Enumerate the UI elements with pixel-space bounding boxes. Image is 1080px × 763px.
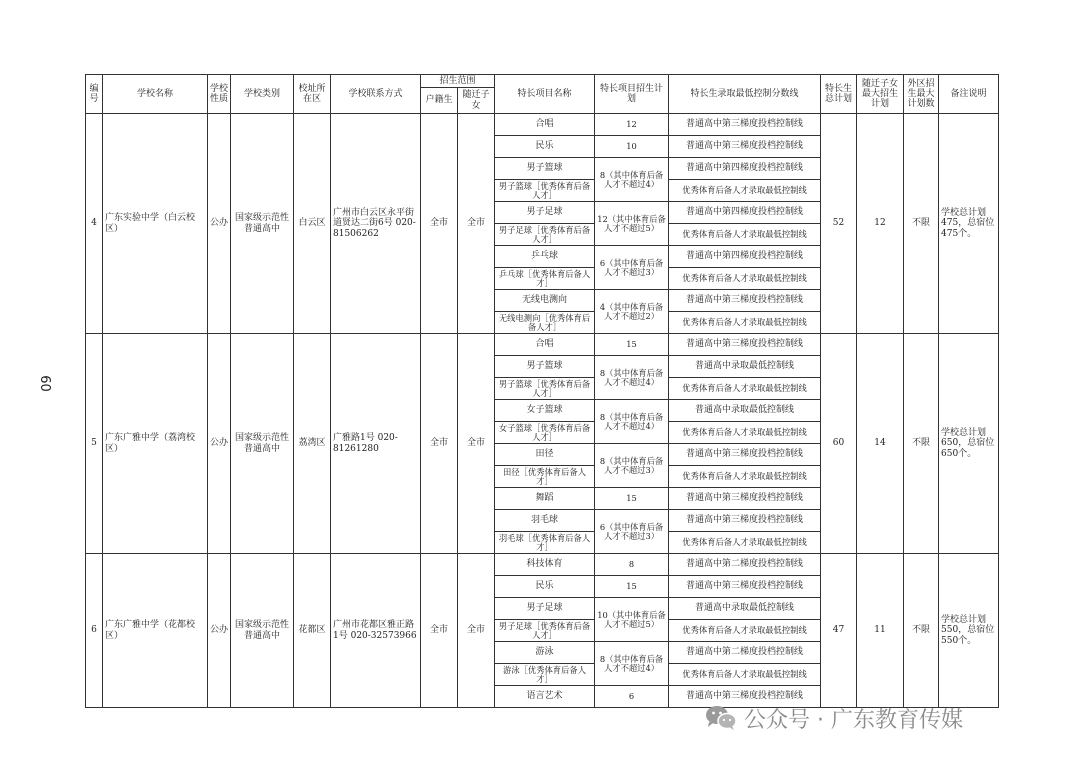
project-name: 田径 <box>495 444 595 466</box>
header-nature: 学校性质 <box>208 75 231 114</box>
min-score-line: 优秀体育后备人才录取最低控制线 <box>669 532 821 554</box>
project-name: 游泳 <box>495 642 595 664</box>
project-name: 男子篮球 <box>495 158 595 180</box>
school-name: 广东广雅中学（花都校区） <box>103 554 208 708</box>
project-name: 女子篮球［优秀体育后备人才］ <box>495 422 595 444</box>
project-plan: 12 <box>595 114 669 136</box>
min-score-line: 普通高中第三梯度投档控制线 <box>669 334 821 356</box>
project-name: 女子篮球 <box>495 400 595 422</box>
school-num: 5 <box>86 334 103 554</box>
min-score-line: 优秀体育后备人才录取最低控制线 <box>669 312 821 334</box>
header-min-score: 特长生录取最低控制分数线 <box>669 75 821 114</box>
wechat-icon <box>704 704 738 732</box>
school-nature: 公办 <box>208 554 231 708</box>
header-contact: 学校联系方式 <box>331 75 421 114</box>
school-category: 国家级示范性普通高中 <box>231 334 294 554</box>
header-row <box>86 75 999 88</box>
table-row <box>86 334 999 356</box>
min-score-line: 普通高中第三梯度投档控制线 <box>669 510 821 532</box>
header-project-plan: 特长项目招生计划 <box>595 75 669 114</box>
header-suiqian-max: 随迁子女最大招生计划 <box>857 75 904 114</box>
project-name: 男子足球［优秀体育后备人才］ <box>495 224 595 246</box>
school-name: 广东实验中学（白云校区） <box>103 114 208 334</box>
project-name: 语言艺术 <box>495 686 595 708</box>
school-category: 国家级示范性普通高中 <box>231 554 294 708</box>
project-name: 羽毛球［优秀体育后备人才］ <box>495 532 595 554</box>
min-score-line: 普通高中第三梯度投档控制线 <box>669 114 821 136</box>
project-plan: 8（其中体育后备人才不超过4） <box>595 400 669 444</box>
school-scope-suiqian: 全市 <box>458 114 495 334</box>
min-score-line: 优秀体育后备人才录取最低控制线 <box>669 224 821 246</box>
school-district: 花都区 <box>294 554 331 708</box>
school-remark: 学校总计划650，总宿位650个。 <box>939 334 999 554</box>
school-num: 4 <box>86 114 103 334</box>
project-plan: 15 <box>595 576 669 598</box>
project-name: 无线电测向［优秀体育后备人才］ <box>495 312 595 334</box>
school-outside-max: 不限 <box>904 334 939 554</box>
school-outside-max: 不限 <box>904 554 939 708</box>
school-remark: 学校总计划475，总宿位475个。 <box>939 114 999 334</box>
min-score-line: 普通高中第三梯度投档控制线 <box>669 444 821 466</box>
min-score-line: 普通高中第二梯度投档控制线 <box>669 554 821 576</box>
page-number: 60 <box>36 375 52 392</box>
project-name: 合唱 <box>495 114 595 136</box>
project-plan: 8（其中体育后备人才不超过4） <box>595 158 669 202</box>
table-row <box>86 114 999 136</box>
min-score-line: 普通高中录取最低控制线 <box>669 356 821 378</box>
min-score-line: 普通高中第四梯度投档控制线 <box>669 202 821 224</box>
project-plan: 8（其中体育后备人才不超过3） <box>595 444 669 488</box>
header-outside-max: 外区招生最大计划数 <box>904 75 939 114</box>
table-row <box>86 554 999 576</box>
school-suiqian-max: 14 <box>857 334 904 554</box>
school-scope-huji: 全市 <box>421 334 458 554</box>
school-suiqian-max: 11 <box>857 554 904 708</box>
school-scope-huji: 全市 <box>421 554 458 708</box>
min-score-line: 普通高中第三梯度投档控制线 <box>669 686 821 708</box>
project-name: 无线电测向 <box>495 290 595 312</box>
project-plan: 6（其中体育后备人才不超过3） <box>595 510 669 554</box>
school-name: 广东广雅中学（荔湾校区） <box>103 334 208 554</box>
project-name: 民乐 <box>495 576 595 598</box>
project-plan: 12（其中体育后备人才不超过5） <box>595 202 669 246</box>
project-name: 男子足球 <box>495 202 595 224</box>
header-remark: 备注说明 <box>939 75 999 114</box>
project-plan: 8（其中体育后备人才不超过4） <box>595 642 669 686</box>
project-name: 民乐 <box>495 136 595 158</box>
school-contact: 广州市白云区永平街道贤达二街6号 020-81506262 <box>331 114 421 334</box>
project-plan: 6（其中体育后备人才不超过3） <box>595 246 669 290</box>
watermark-text: 公众号 · 广东教育传媒 <box>744 707 963 733</box>
min-score-line: 普通高中第三梯度投档控制线 <box>669 136 821 158</box>
school-nature: 公办 <box>208 114 231 334</box>
admissions-table <box>85 74 999 708</box>
table-body <box>86 114 999 708</box>
min-score-line: 优秀体育后备人才录取最低控制线 <box>669 620 821 642</box>
school-total-plan: 47 <box>821 554 857 708</box>
watermark <box>704 702 963 734</box>
min-score-line: 优秀体育后备人才录取最低控制线 <box>669 180 821 202</box>
project-name: 科技体育 <box>495 554 595 576</box>
school-num: 6 <box>86 554 103 708</box>
project-plan: 4（其中体育后备人才不超过2） <box>595 290 669 334</box>
header-scope-suiqian: 随迁子女 <box>458 88 495 114</box>
school-district: 白云区 <box>294 114 331 334</box>
header-name: 学校名称 <box>103 75 208 114</box>
min-score-line: 优秀体育后备人才录取最低控制线 <box>669 466 821 488</box>
school-outside-max: 不限 <box>904 114 939 334</box>
school-remark: 学校总计划550，总宿位550个。 <box>939 554 999 708</box>
project-plan: 10（其中体育后备人才不超过5） <box>595 598 669 642</box>
school-district: 荔湾区 <box>294 334 331 554</box>
school-total-plan: 52 <box>821 114 857 334</box>
header-district: 校址所在区 <box>294 75 331 114</box>
project-plan: 15 <box>595 334 669 356</box>
project-name: 舞蹈 <box>495 488 595 510</box>
project-name: 男子足球 <box>495 598 595 620</box>
min-score-line: 普通高中第四梯度投档控制线 <box>669 158 821 180</box>
project-plan: 8（其中体育后备人才不超过4） <box>595 356 669 400</box>
header-total-plan: 特长生总计划 <box>821 75 857 114</box>
school-contact: 广州市花都区雅正路1号 020-32573966 <box>331 554 421 708</box>
project-name: 羽毛球 <box>495 510 595 532</box>
project-name: 男子篮球 <box>495 356 595 378</box>
min-score-line: 普通高中第三梯度投档控制线 <box>669 576 821 598</box>
min-score-line: 普通高中第三梯度投档控制线 <box>669 290 821 312</box>
school-scope-suiqian: 全市 <box>458 334 495 554</box>
school-category: 国家级示范性普通高中 <box>231 114 294 334</box>
min-score-line: 普通高中第三梯度投档控制线 <box>669 488 821 510</box>
school-total-plan: 60 <box>821 334 857 554</box>
project-name: 田径［优秀体育后备人才］ <box>495 466 595 488</box>
project-name: 合唱 <box>495 334 595 356</box>
school-nature: 公办 <box>208 334 231 554</box>
header-category: 学校类别 <box>231 75 294 114</box>
school-suiqian-max: 12 <box>857 114 904 334</box>
header-scope-huji: 户籍生 <box>421 88 458 114</box>
project-plan: 15 <box>595 488 669 510</box>
project-name: 乒乓球［优秀体育后备人才］ <box>495 268 595 290</box>
project-name: 游泳［优秀体育后备人才］ <box>495 664 595 686</box>
min-score-line: 普通高中第四梯度投档控制线 <box>669 246 821 268</box>
school-contact: 广雅路1号 020-81261280 <box>331 334 421 554</box>
min-score-line: 优秀体育后备人才录取最低控制线 <box>669 268 821 290</box>
project-plan: 8 <box>595 554 669 576</box>
min-score-line: 普通高中录取最低控制线 <box>669 400 821 422</box>
project-name: 乒乓球 <box>495 246 595 268</box>
project-plan: 10 <box>595 136 669 158</box>
project-name: 男子篮球［优秀体育后备人才］ <box>495 378 595 400</box>
min-score-line: 普通高中录取最低控制线 <box>669 598 821 620</box>
project-plan: 6 <box>595 686 669 708</box>
min-score-line: 优秀体育后备人才录取最低控制线 <box>669 422 821 444</box>
min-score-line: 普通高中第二梯度投档控制线 <box>669 642 821 664</box>
header-scope: 招生范围 <box>421 75 495 88</box>
min-score-line: 优秀体育后备人才录取最低控制线 <box>669 664 821 686</box>
project-name: 男子篮球［优秀体育后备人才］ <box>495 180 595 202</box>
project-name: 男子足球［优秀体育后备人才］ <box>495 620 595 642</box>
school-scope-huji: 全市 <box>421 114 458 334</box>
header-num: 编号 <box>86 75 103 114</box>
school-scope-suiqian: 全市 <box>458 554 495 708</box>
min-score-line: 优秀体育后备人才录取最低控制线 <box>669 378 821 400</box>
header-project: 特长项目名称 <box>495 75 595 114</box>
